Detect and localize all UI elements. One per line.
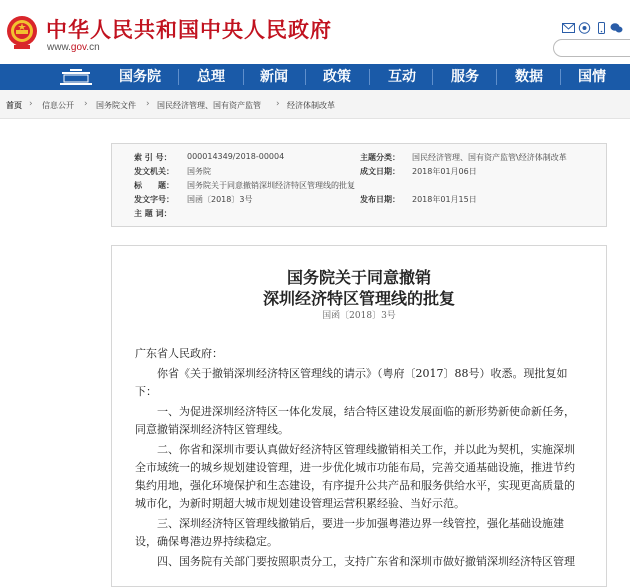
breadcrumb-state-council-docs[interactable]: 国务院文件 bbox=[96, 101, 136, 110]
index-value: 000014349/2018-00004 bbox=[187, 152, 285, 161]
nav-item-national-info[interactable]: 国情 bbox=[578, 69, 606, 85]
doc-title-line1: 国务院关于同意撤销 bbox=[286, 268, 431, 287]
breadcrumb-economic-management[interactable]: 国民经济管理、国有资产监管 bbox=[157, 101, 261, 110]
chevron-right-icon: › bbox=[84, 99, 88, 109]
nav-item-data[interactable]: 数据 bbox=[515, 69, 543, 85]
doc-title-line2: 深圳经济特区管理线的批复 bbox=[262, 289, 455, 308]
weibo-icon[interactable] bbox=[578, 19, 591, 31]
breadcrumb-home[interactable]: 首页 bbox=[6, 101, 22, 110]
index-label: 索 引 号： bbox=[134, 153, 172, 162]
paragraph-line: 你省《关于撤销深圳经济特区管理线的请示》（粤府〔2017〕88号）收悉。现批复如 bbox=[157, 367, 568, 380]
main-nav bbox=[0, 64, 630, 90]
mail-icon[interactable] bbox=[562, 19, 575, 31]
nav-item-news[interactable]: 新闻 bbox=[260, 69, 288, 85]
paragraph-line: 下： bbox=[135, 385, 157, 398]
site-header bbox=[0, 0, 630, 62]
paragraph-line: 二、你省和深圳市要认真做好经济特区管理线撤销相关工作，并以此为契机，实施深圳 bbox=[157, 443, 575, 456]
search-input[interactable] bbox=[553, 39, 630, 57]
date-label: 成文日期： bbox=[360, 167, 400, 176]
nav-item-policy[interactable]: 政策 bbox=[323, 69, 351, 85]
home-icon[interactable] bbox=[52, 64, 100, 90]
chevron-right-icon: › bbox=[276, 99, 280, 109]
paragraph-line: 集约用地，强化环境保护和生态建设，有序提升公共产品和服务供给水平，实现更高质量的 bbox=[135, 479, 575, 492]
paragraph-line: 四、国务院有关部门要按照职责分工，支持广东省和深圳市做好撤销深圳经济特区管理 bbox=[157, 555, 575, 568]
paragraph-line: 同意撤销深圳经济特区管理线。 bbox=[135, 423, 289, 436]
mobile-icon[interactable] bbox=[595, 19, 608, 31]
paragraph-line: 三、深圳经济特区管理线撤销后，要进一步加强粤港边界一线管控，强化基础设施建 bbox=[157, 517, 564, 530]
paragraph-line: 城市化，为新时期超大城市规划建设管理运营积累经验、当好示范。 bbox=[135, 497, 465, 510]
national-emblem-icon bbox=[6, 14, 38, 50]
agency-value: 国务院 bbox=[187, 167, 211, 176]
paragraph-line: 设，确保粤港边界持续稳定。 bbox=[135, 535, 278, 548]
agency-label: 发文机关： bbox=[134, 167, 174, 176]
docno-value: 国函〔2018〕3号 bbox=[187, 195, 253, 204]
site-url[interactable]: www.gov.cn bbox=[47, 42, 100, 53]
site-title[interactable]: 中华人民共和国中央人民政府 bbox=[46, 17, 332, 42]
pub-date-label: 发布日期： bbox=[360, 195, 400, 204]
document-metadata bbox=[111, 143, 607, 227]
docno-label: 发文字号： bbox=[134, 195, 174, 204]
salutation: 广东省人民政府： bbox=[135, 347, 223, 360]
subject-word-label: 主 题 词： bbox=[134, 209, 172, 218]
nav-item-interaction[interactable]: 互动 bbox=[388, 69, 416, 85]
nav-item-state-council[interactable]: 国务院 bbox=[119, 69, 161, 85]
breadcrumb-economic-reform[interactable]: 经济体制改革 bbox=[287, 101, 335, 110]
category-label: 主题分类： bbox=[360, 153, 400, 162]
date-value: 2018年01月06日 bbox=[412, 167, 477, 176]
paragraph-line: 一、为促进深圳经济特区一体化发展，结合特区建设发展面临的新形势新使命新任务， bbox=[157, 405, 575, 418]
doc-number: 国函〔2018〕3号 bbox=[322, 311, 396, 321]
title-value: 国务院关于同意撤销深圳经济特区管理线的批复 bbox=[187, 181, 355, 190]
chevron-right-icon: › bbox=[146, 99, 150, 109]
nav-item-premier[interactable]: 总理 bbox=[197, 69, 225, 85]
document-body bbox=[111, 245, 607, 587]
chevron-right-icon: › bbox=[29, 99, 33, 109]
breadcrumb-info-disclosure[interactable]: 信息公开 bbox=[42, 101, 74, 110]
paragraph-line: 全市域统一的城乡规划建设管理，进一步优化城市功能布局，完善交通基础设施，推进节约 bbox=[135, 461, 575, 474]
wechat-icon[interactable] bbox=[610, 19, 623, 31]
category-value: 国民经济管理、国有资产监管\经济体制改革 bbox=[412, 153, 567, 162]
pub-date-value: 2018年01月15日 bbox=[412, 195, 477, 204]
breadcrumb bbox=[0, 90, 630, 119]
nav-item-service[interactable]: 服务 bbox=[451, 69, 479, 85]
title-label: 标 题： bbox=[134, 181, 174, 190]
